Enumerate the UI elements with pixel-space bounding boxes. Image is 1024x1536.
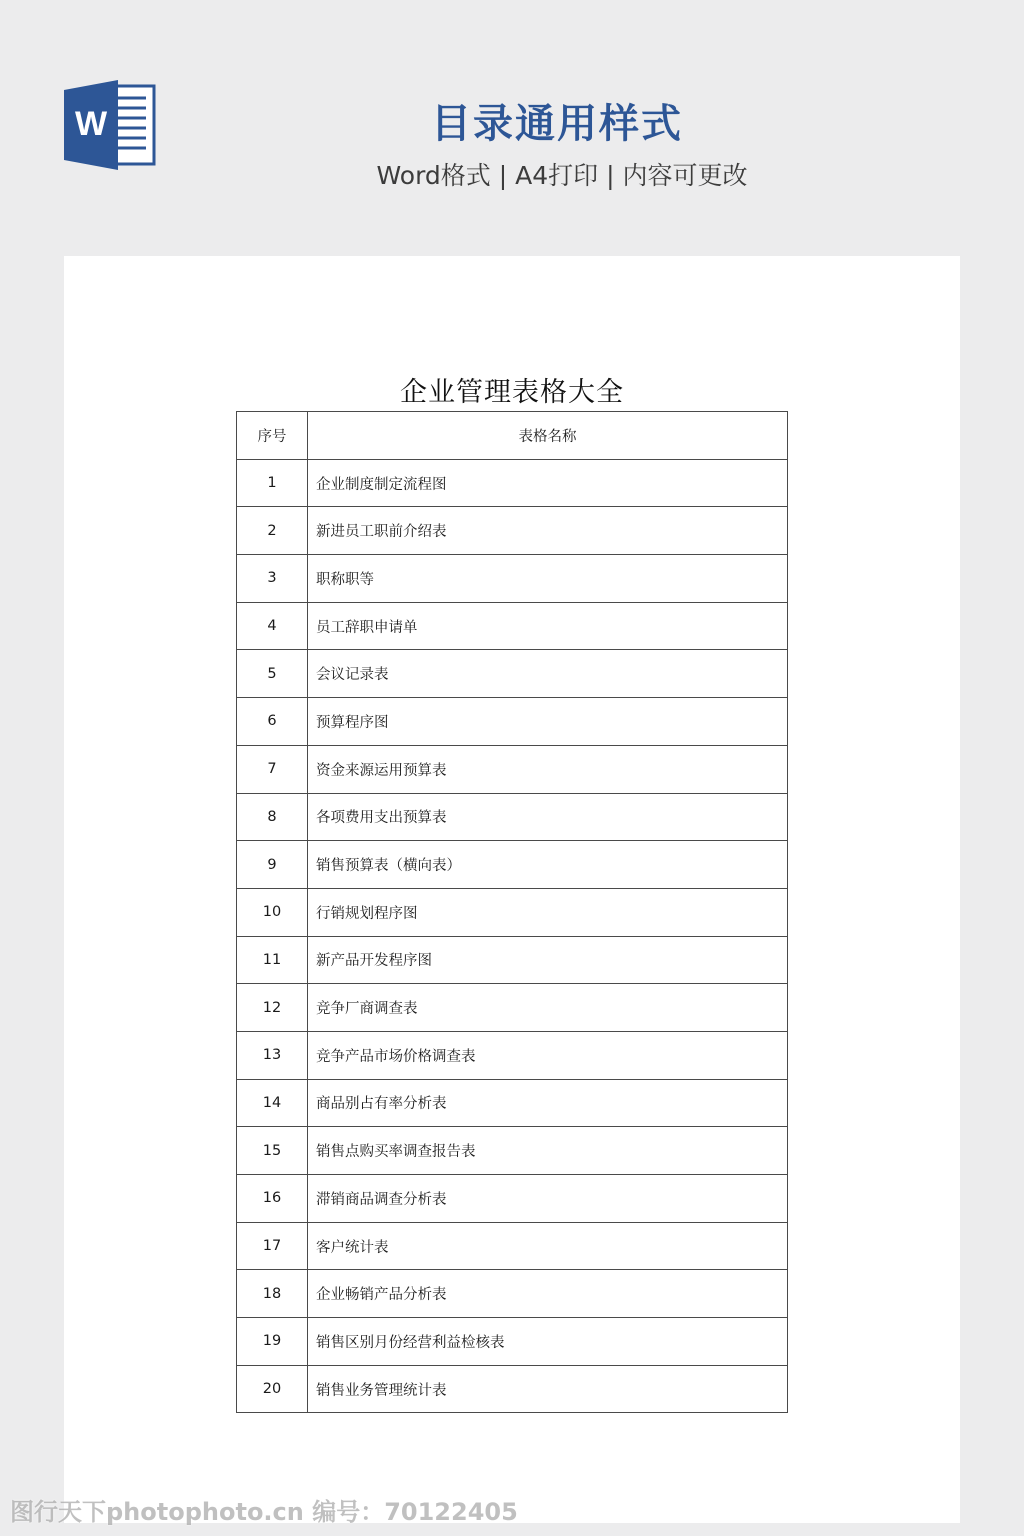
row-number: 16 [237, 1175, 308, 1223]
word-logo-letter: W [74, 105, 108, 143]
row-number: 18 [237, 1270, 308, 1318]
table-row [237, 984, 788, 1032]
table-row [237, 698, 788, 746]
table-row [237, 507, 788, 555]
row-form-name: 销售点购买率调查报告表 [308, 1127, 788, 1175]
row-number: 8 [237, 793, 308, 841]
row-number: 1 [237, 459, 308, 507]
table-row [237, 602, 788, 650]
row-number: 13 [237, 1031, 308, 1079]
row-form-name: 会议记录表 [308, 650, 788, 698]
table-row [237, 1079, 788, 1127]
row-form-name: 资金来源运用预算表 [308, 745, 788, 793]
table-row [237, 1127, 788, 1175]
page-subtitle: Word格式 | A4打印 | 内容可更改 [376, 161, 748, 190]
row-number: 5 [237, 650, 308, 698]
row-number: 15 [237, 1127, 308, 1175]
table-row [237, 555, 788, 603]
table-row [237, 888, 788, 936]
document-title: 企业管理表格大全 [400, 377, 624, 408]
row-form-name: 竞争厂商调查表 [308, 984, 788, 1032]
table-row [237, 841, 788, 889]
row-number: 7 [237, 745, 308, 793]
row-number: 2 [237, 507, 308, 555]
row-form-name: 员工辞职申请单 [308, 602, 788, 650]
table-row [237, 1318, 788, 1366]
column-header-number: 序号 [237, 412, 308, 460]
row-form-name: 企业畅销产品分析表 [308, 1270, 788, 1318]
table-row [237, 459, 788, 507]
row-form-name: 销售业务管理统计表 [308, 1365, 788, 1413]
table-row [237, 745, 788, 793]
row-form-name: 行销规划程序图 [308, 888, 788, 936]
table-row [237, 1270, 788, 1318]
column-header-name: 表格名称 [308, 412, 788, 460]
table-row [237, 650, 788, 698]
row-form-name: 商品别占有率分析表 [308, 1079, 788, 1127]
page-title: 目录通用样式 [431, 101, 683, 147]
row-form-name: 预算程序图 [308, 698, 788, 746]
row-form-name: 客户统计表 [308, 1222, 788, 1270]
row-number: 3 [237, 555, 308, 603]
table-header-row [237, 412, 788, 460]
toc-table [236, 411, 788, 1413]
row-form-name: 企业制度制定流程图 [308, 459, 788, 507]
row-number: 9 [237, 841, 308, 889]
row-form-name: 销售预算表（横向表） [308, 841, 788, 889]
watermark: 图行天下photophoto.cn 编号：70122405 [10, 1498, 518, 1526]
row-form-name: 销售区别月份经营利益检核表 [308, 1318, 788, 1366]
table-row [237, 1365, 788, 1413]
table-row [237, 1222, 788, 1270]
row-number: 12 [237, 984, 308, 1032]
row-number: 17 [237, 1222, 308, 1270]
table-row [237, 1175, 788, 1223]
row-number: 20 [237, 1365, 308, 1413]
row-number: 11 [237, 936, 308, 984]
row-form-name: 新进员工职前介绍表 [308, 507, 788, 555]
row-form-name: 各项费用支出预算表 [308, 793, 788, 841]
table-row [237, 936, 788, 984]
row-form-name: 职称职等 [308, 555, 788, 603]
row-number: 4 [237, 602, 308, 650]
row-form-name: 竞争产品市场价格调查表 [308, 1031, 788, 1079]
row-number: 14 [237, 1079, 308, 1127]
row-number: 6 [237, 698, 308, 746]
table-row [237, 793, 788, 841]
row-number: 10 [237, 888, 308, 936]
row-form-name: 新产品开发程序图 [308, 936, 788, 984]
table-row [237, 1031, 788, 1079]
row-form-name: 滞销商品调查分析表 [308, 1175, 788, 1223]
row-number: 19 [237, 1318, 308, 1366]
